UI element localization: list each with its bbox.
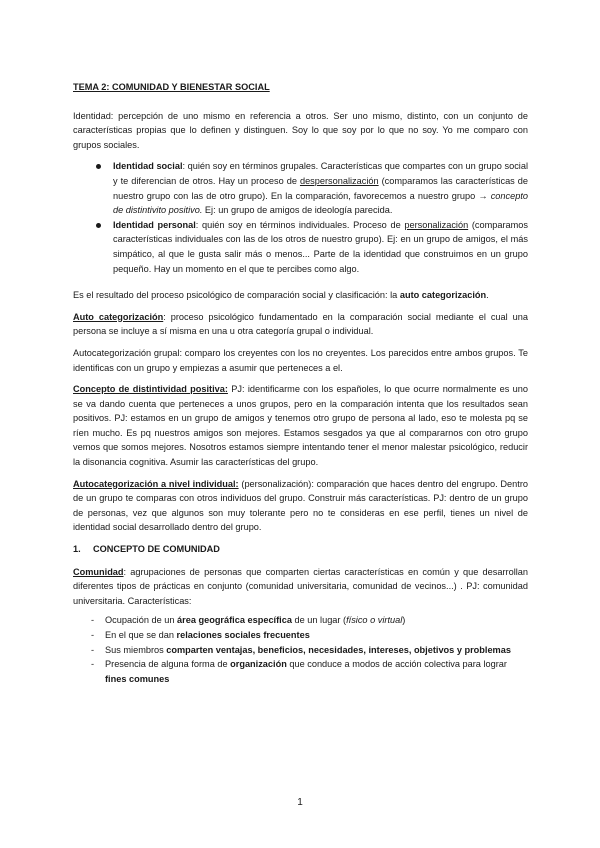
term-comunidad: Comunidad xyxy=(73,566,124,577)
resultado-paragraph: Es el resultado del proceso psicológico de comparación social y clasificación: la auto categorización. xyxy=(73,290,489,301)
term-auto-categorizacion: auto categorización xyxy=(399,290,487,301)
list-item: - Ocupación de un área geográfica específica de un lugar (físico o virtual) xyxy=(73,613,528,628)
section-label: CONCEPTO DE COMUNIDAD xyxy=(93,544,220,555)
term-autocategorizacion-individual: Autocategorización a nivel individual: xyxy=(73,478,239,489)
term-auto-categorizacion-def: Auto categorización xyxy=(73,311,164,322)
page-content xyxy=(73,80,528,686)
distintividad-paragraph: Concepto de distintividad positiva: PJ: identificarme con los españoles, lo que ocurre normalmente es uno se va dando cuenta que perteneces a unos grupos, pero en la comparación intenta que los resultados sean positivos. PJ: estamos en un grupo de amigos y tenemos otro grupo de persona al lado, eso te molesta pq se ríen mucho. Es pq nuestros amigos son mejores. Estamos sesgados ya que al compararnos con otro grupo vemos que somos mejores. Nosotros estamos siempre intentando tener el menor malestar psicológico, reducir la disonancia cognitiva. Asumir las características del grupo. xyxy=(73,384,528,468)
term-identidad-personal: Identidad personal xyxy=(113,219,196,230)
section-number: 1. xyxy=(73,544,81,555)
term-distintividad-positiva: Concepto de distintividad positiva: xyxy=(73,384,228,395)
list-item: - Presencia de alguna forma de organización que conduce a modos de acción colectiva para lograr fines comunes xyxy=(73,657,528,686)
caracteristicas-list xyxy=(73,613,528,686)
distintivo-positivo-text: concepto de distintivito positivo. xyxy=(113,190,528,216)
bullet-identidad-social: Identidad social: quién soy en términos grupales. Características que compartes con un grupo social y te diferencian de otros. Hay un proceso de despersonalización (comparamos las características de nuestro grupo con las de otro grupo). En la comparación, favorecemos a nuestro grupo → concepto de distintivito positivo. Ej: un grupo de amigos de ideología parecida. xyxy=(73,159,528,217)
list-item: - Sus miembros comparten ventajas, beneficios, necesidades, intereses, objetivos y problemas xyxy=(73,643,528,658)
autocategorizacion-grupal-paragraph: Autocategorización grupal: comparo los creyentes con los no creyentes. Los parecidos entre ambos grupos. Te identificas con un grupo y empiezas a asumir que perteneces a el. xyxy=(73,347,528,373)
auto-categorizacion-paragraph: Auto categorización: proceso psicológico fundamentado en la comparación social mediante el cual una persona se incluye a sí misma en una u otra categoría grupal o individual. xyxy=(73,311,528,337)
page-title: TEMA 2: COMUNIDAD Y BIENESTAR SOCIAL xyxy=(73,82,270,92)
term-personalizacion: personalización xyxy=(404,219,469,230)
identity-bullet-list xyxy=(73,159,528,276)
term-despersonalizacion: despersonalización xyxy=(299,175,379,186)
list-item: - En el que se dan relaciones sociales frecuentes xyxy=(73,628,528,643)
comunidad-paragraph: Comunidad: agrupaciones de personas que comparten ciertas características en común y que desarrollan diferentes tipos de prácticas en conjunto (comunidad universitaria, comunidad de vecinos...) . PJ: comunidad universitaria. Características: xyxy=(73,566,528,606)
identidad-paragraph: Identidad: percepción de uno mismo en referencia a otros. Ser uno mismo, distinto, con un conjunto de características propias que lo definen y distinguen. Soy lo que soy por lo que no soy. Yo me comparo con grupos sociales. xyxy=(73,110,528,150)
page-number: 1 xyxy=(297,797,303,808)
bullet-identidad-personal: Identidad personal: quién soy en términos individuales. Proceso de personalización (comparamos características individuales con las de los otros de nuestro grupo). Ej: en un grupo de amigos, el más simpático, al que le gusta salir más o menos... Parte de la identidad que construimos en un grupo pequeño. Hay un momento en el que te percibes como algo. xyxy=(73,218,528,276)
term-identidad-social: Identidad social xyxy=(113,161,183,172)
individual-paragraph: Autocategorización a nivel individual: (personalización): comparación que haces dentro del engrupo. Dentro de un grupo te comparas con otros individuos del grupo. Construir más características. PJ: dentro de un grupo de personas, vez que algunos son muy tolerante pero no te consideras en ese perfil, tienes un nivel de identidad social desarrollado dentro del grupo. xyxy=(73,478,528,533)
section-heading-comunidad xyxy=(73,542,528,557)
